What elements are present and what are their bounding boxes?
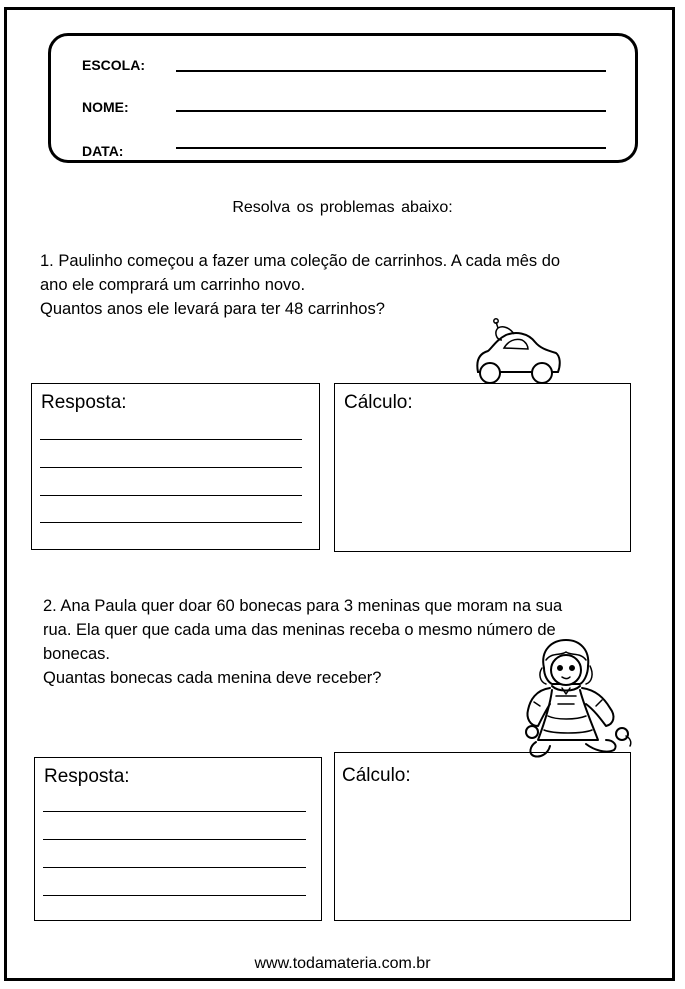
school-label: ESCOLA:: [82, 57, 145, 73]
question-2-line: Quantas bonecas cada menina deve receber?: [43, 669, 382, 687]
question-2-line: rua. Ela quer que cada uma das meninas receba o mesmo número de: [43, 621, 556, 639]
date-field[interactable]: [176, 147, 606, 149]
footer-website: www.todamateria.com.br: [254, 955, 431, 972]
answer-line[interactable]: [43, 867, 306, 868]
name-label: NOME:: [82, 99, 129, 115]
answer-line[interactable]: [40, 467, 302, 468]
name-field[interactable]: [176, 110, 606, 112]
answer-line[interactable]: [43, 839, 306, 840]
answer-line[interactable]: [43, 895, 306, 896]
answer-box-1[interactable]: [31, 383, 320, 550]
doll-icon: [522, 638, 634, 762]
student-info-box: [48, 33, 638, 163]
instruction-text: Resolva os problemas abaixo:: [232, 199, 453, 216]
question-1-line: 1. Paulinho começou a fazer uma coleção de carrinhos. A cada mês do: [40, 252, 561, 270]
answer-line[interactable]: [40, 439, 302, 440]
answer-line[interactable]: [40, 522, 302, 523]
answer-label: Resposta:: [41, 392, 127, 413]
question-1-line: ano ele comprará um carrinho novo.: [40, 276, 306, 294]
calculation-label: Cálculo:: [344, 392, 413, 413]
date-label: DATA:: [82, 143, 124, 159]
calculation-box-2[interactable]: [334, 752, 631, 921]
answer-line[interactable]: [40, 495, 302, 496]
toy-car-icon: [470, 318, 566, 388]
calculation-label: Cálculo:: [342, 765, 411, 786]
answer-box-2[interactable]: [34, 757, 322, 921]
answer-label: Resposta:: [44, 766, 130, 787]
question-1: [40, 249, 630, 321]
question-2-line: bonecas.: [43, 645, 110, 663]
question-1-line: Quantos anos ele levará para ter 48 carrinhos?: [40, 300, 385, 318]
answer-line[interactable]: [43, 811, 306, 812]
calculation-box-1[interactable]: [334, 383, 631, 552]
question-2-line: 2. Ana Paula quer doar 60 bonecas para 3 meninas que moram na sua: [43, 597, 563, 615]
school-field[interactable]: [176, 70, 606, 72]
